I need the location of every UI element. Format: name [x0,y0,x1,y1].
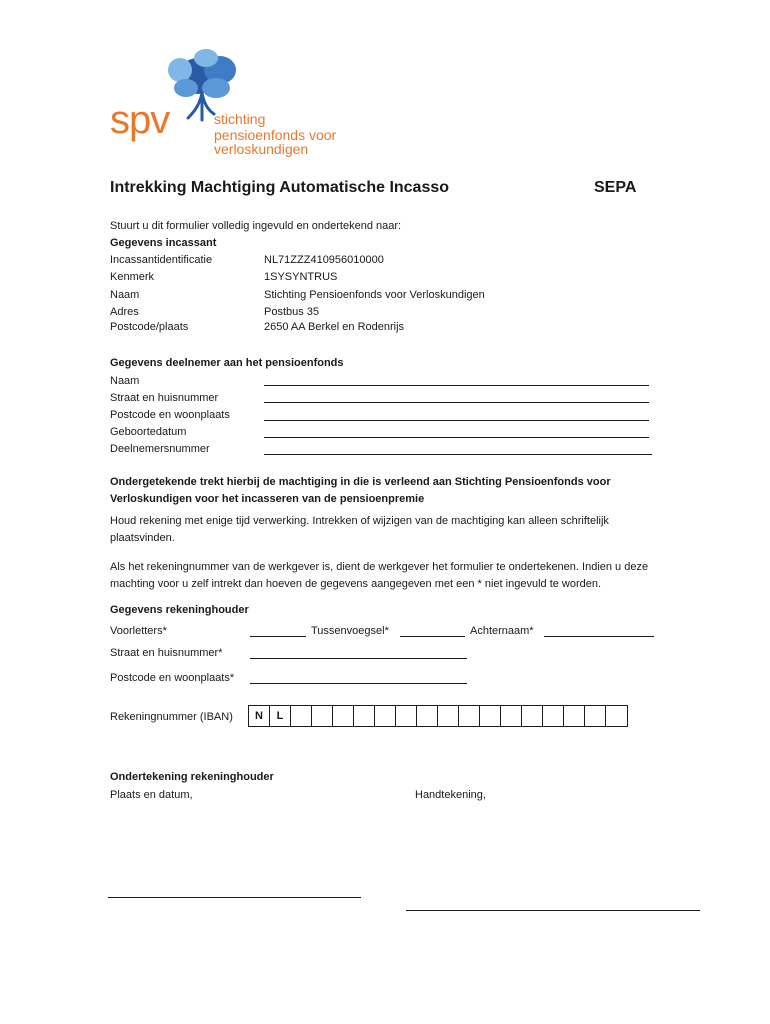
straat-label: Straat en huisnummer* [110,647,223,659]
iban-cell[interactable] [354,706,375,726]
tussenvoegsel-field[interactable] [400,636,465,637]
sepa-label: SEPA [594,179,637,196]
incassant-value: NL71ZZZ410956010000 [264,254,384,266]
iban-cell[interactable] [543,706,564,726]
iban-cell[interactable] [333,706,354,726]
logo-line2: pensioenfonds voor verloskundigen [214,127,337,157]
deelnemer-geboortedatum-field[interactable] [264,437,649,438]
plaats-datum-label: Plaats en datum, [110,789,193,801]
iban-input[interactable] [248,705,628,727]
tussenvoegsel-label: Tussenvoegsel* [311,625,389,637]
deelnemer-heading: Gegevens deelnemer aan het pensioenfonds [110,357,344,369]
achternaam-field[interactable] [544,636,654,637]
deelnemer-nummer-field[interactable] [264,454,652,455]
incassant-value: Postbus 35 [264,306,320,318]
iban-cell[interactable] [501,706,522,726]
deelnemer-label: Postcode en woonplaats [110,409,230,421]
employer-note: Als het rekeningnummer van de werkgever is, dient de werkgever het formulier te ondertekenen. Indien u deze machting voor u zelf intrekt dan hoeven de gegevens aangegeven met een * niet ingevuld te worden. [110,561,649,590]
plaats-datum-field[interactable] [108,897,361,898]
iban-cell: L [270,706,291,726]
iban-cell[interactable] [606,706,627,726]
postcode-label: Postcode en woonplaats* [110,672,235,684]
iban-cell[interactable] [522,706,543,726]
deelnemer-naam-field[interactable] [264,385,649,386]
statement-text: Ondergetekende trekt hierbij de machtiging in die is verleend aan Stichting Pensioenfonds voor Verloskundigen voor het incasseren van de pensioenpremie [110,476,611,505]
incassant-value: 2650 AA Berkel en Rodenrijs [264,321,405,333]
logo-line1: stichting [214,111,266,127]
incassant-value: Stichting Pensioenfonds voor Verloskundigen [264,289,485,301]
handtekening-field[interactable] [406,910,700,911]
spv-logo [108,48,428,157]
page-title: Intrekking Machtiging Automatische Incasso [110,179,450,196]
incassant-heading: Gegevens incassant [110,237,217,249]
ondertekening-heading: Ondertekening rekeninghouder [110,771,274,783]
achternaam-label: Achternaam* [470,625,534,637]
handtekening-label: Handtekening, [415,789,486,801]
iban-cell[interactable] [564,706,585,726]
iban-cell[interactable] [375,706,396,726]
incassant-label: Naam [110,289,140,301]
deelnemer-postcode-field[interactable] [264,420,649,421]
iban-cell[interactable] [291,706,312,726]
voorletters-field[interactable] [250,636,306,637]
deelnemer-straat-field[interactable] [264,402,649,403]
incassant-label: Adres [110,306,139,318]
intro-text: Stuurt u dit formulier volledig ingevuld en ondertekend naar: [110,220,402,232]
iban-cell[interactable] [480,706,501,726]
iban-cell[interactable] [438,706,459,726]
iban-cell[interactable] [396,706,417,726]
incassant-label: Incassantidentificatie [110,254,213,266]
rekeninghouder-heading: Gegevens rekeninghouder [110,604,249,616]
iban-label: Rekeningnummer (IBAN) [110,711,233,723]
iban-cell[interactable] [417,706,438,726]
processing-note: Houd rekening met enige tijd verwerking. Intrekken of wijzigen van de machtiging kan alleen schriftelijk plaatsvinden. [110,515,609,544]
logo-brand: spv [110,98,170,142]
deelnemer-label: Geboortedatum [110,426,187,438]
incassant-value: 1SYSYNTRUS [264,271,338,283]
deelnemer-label: Straat en huisnummer [110,392,219,404]
iban-cell[interactable] [585,706,606,726]
iban-cell: N [249,706,270,726]
incassant-label: Kenmerk [110,271,155,283]
iban-cell[interactable] [312,706,333,726]
incassant-label: Postcode/plaats [110,321,189,333]
straat-field[interactable] [250,658,467,659]
deelnemer-label: Deelnemersnummer [110,443,210,455]
postcode-field[interactable] [250,683,467,684]
voorletters-label: Voorletters* [110,625,167,637]
deelnemer-label: Naam [110,375,140,387]
iban-cell[interactable] [459,706,480,726]
